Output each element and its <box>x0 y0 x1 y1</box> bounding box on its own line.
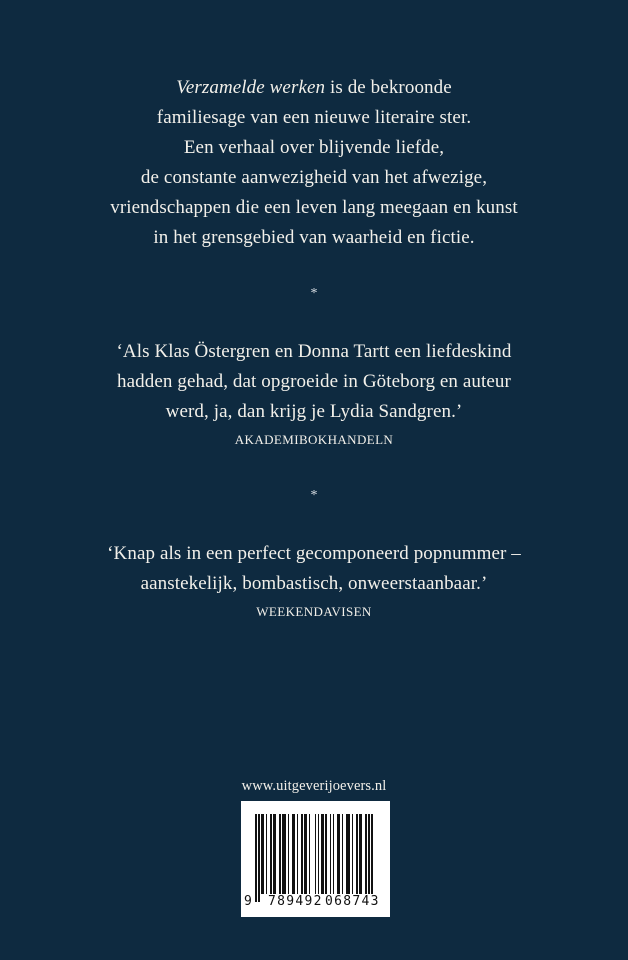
quote-line: ‘Als Klas Östergren en Donna Tartt een liefdeskind <box>116 341 512 362</box>
quote-source: AKADEMIBOKHANDELN <box>234 432 394 447</box>
isbn-right-group: 068743 <box>325 894 380 909</box>
blurb-line-2: familiesage van een nieuwe literaire ster. <box>156 107 472 128</box>
blurb-line-1: Verzamelde werken is de bekroonde <box>176 77 452 98</box>
quote-line: werd, ja, dan krijg je Lydia Sandgren.’ <box>165 401 463 422</box>
book-title: Verzamelde werken <box>176 77 326 98</box>
isbn-first-digit: 9 <box>244 894 252 909</box>
blurb <box>0 73 628 253</box>
quote-line: hadden gehad, dat opgroeide in Göteborg en auteur <box>117 371 511 392</box>
blurb-line-6: in het grensgebied van waarheid en fictie. <box>153 227 475 248</box>
blurb-line-3: Een verhaal over blijvende liefde, <box>183 137 445 158</box>
isbn-barcode <box>241 801 390 917</box>
quote-source: WEEKENDAVISEN <box>256 604 372 619</box>
asterisk-divider: * <box>310 286 318 301</box>
publisher-website[interactable]: www.uitgeverijoevers.nl <box>241 778 387 794</box>
barcode-icon <box>255 814 377 902</box>
review-quote-akademibokhandeln <box>0 337 628 451</box>
review-quote-weekendavisen <box>0 539 628 623</box>
blurb-line-4: de constante aanwezigheid van het afwezige, <box>140 167 488 188</box>
asterisk-divider: * <box>310 488 318 503</box>
isbn-left-group: 789492 <box>268 894 323 909</box>
quote-line: aanstekelijk, bombastisch, onweerstaanbaar.’ <box>140 573 488 594</box>
blurb-line-5: vriendschappen die een leven lang meegaan en kunst <box>110 197 518 218</box>
quote-line: ‘Knap als in een perfect gecomponeerd popnummer – <box>107 543 521 564</box>
